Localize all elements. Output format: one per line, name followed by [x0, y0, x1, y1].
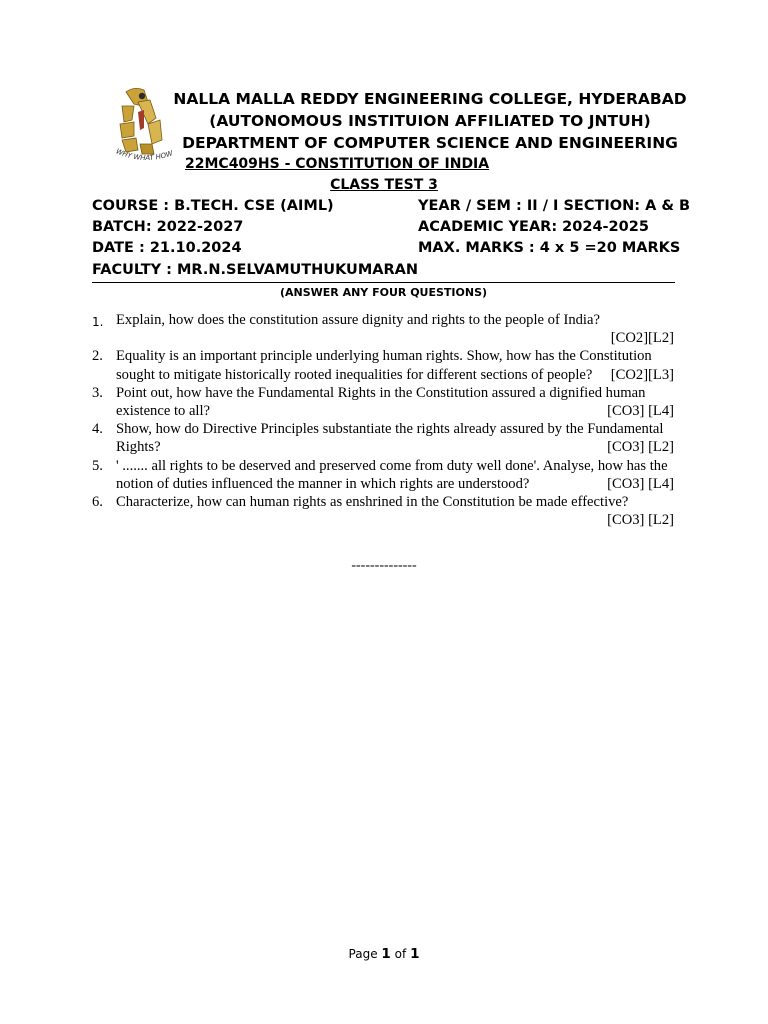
- question-tag: [CO3] [L4]: [607, 403, 674, 420]
- page-footer: [0, 946, 768, 962]
- college-affiliation: (AUTONOMOUS INSTITUION AFFILIATED TO JNTUH): [209, 112, 651, 130]
- question-text: Show, how do Directive Principles substantiate the rights already assured by the Fundamental Rights?: [116, 421, 664, 456]
- batch-info: BATCH: 2022-2027: [92, 219, 244, 235]
- header-divider: [92, 282, 675, 283]
- question-tag: [CO2][L2]: [610, 330, 674, 347]
- page-label: Page: [348, 947, 378, 961]
- question-number: 2.: [92, 348, 103, 365]
- instructions: (ANSWER ANY FOUR QUESTIONS): [279, 286, 488, 299]
- logo-motto: WHY WHAT HOW: [114, 147, 174, 163]
- question-text: Point out, how have the Fundamental Rights in the Constitution assured a dignified human existence to all?: [116, 384, 646, 420]
- test-title: CLASS TEST 3: [330, 177, 438, 193]
- question-item: [92, 347, 675, 383]
- question-item: [92, 420, 675, 456]
- question-list: [92, 311, 675, 529]
- academic-year-info: ACADEMIC YEAR: 2024-2025: [418, 219, 649, 235]
- question-text: Equality is an important principle underlying human rights. Show, how has the Constitution sought to mitigate historically rooted inequalities for different sections of people?: [116, 348, 652, 383]
- year-sem-info: YEAR / SEM : II / I SECTION: A & B: [418, 198, 691, 214]
- question-item: [92, 493, 675, 529]
- question-tag: [CO2][L3]: [610, 366, 674, 383]
- end-marker: --------------: [351, 558, 417, 573]
- college-name: NALLA MALLA REDDY ENGINEERING COLLEGE, HYDERABAD: [173, 90, 687, 108]
- question-text: ' ....... all rights to be deserved and preserved come from duty well done'. Analyse, how has the notion of duties influenced the manner in which rights are understood?: [116, 457, 668, 492]
- max-marks-info: MAX. MARKS : 4 x 5 =20 MARKS: [418, 240, 681, 256]
- question-number: 3.: [92, 384, 103, 401]
- question-text: Explain, how does the constitution assure dignity and rights to the people of India?: [116, 312, 600, 328]
- question-tag: [CO3] [L4]: [607, 475, 674, 492]
- department-name: DEPARTMENT OF COMPUTER SCIENCE AND ENGINEERING: [182, 134, 678, 152]
- subject-title: 22MC409HS - CONSTITUTION OF INDIA: [185, 156, 490, 172]
- question-item: [92, 311, 675, 347]
- question-item: [92, 457, 675, 493]
- date-info: DATE : 21.10.2024: [92, 240, 242, 256]
- question-item: [92, 384, 675, 420]
- question-tag: [CO3] [L2]: [607, 512, 674, 529]
- page-total: 1: [410, 946, 420, 962]
- question-number: 1.: [92, 315, 104, 329]
- faculty-info: FACULTY : MR.N.SELVAMUTHUKUMARAN: [92, 262, 419, 278]
- course-info: COURSE : B.TECH. CSE (AIML): [92, 198, 334, 214]
- question-text: Characterize, how can human rights as enshrined in the Constitution be made effective?: [116, 494, 629, 511]
- page-of-label: of: [394, 947, 407, 961]
- page-number: 1: [381, 946, 391, 962]
- question-number: 5.: [92, 457, 103, 474]
- question-number: 6.: [92, 494, 103, 511]
- question-number: 4.: [92, 421, 103, 438]
- question-tag: [CO3] [L2]: [607, 439, 674, 456]
